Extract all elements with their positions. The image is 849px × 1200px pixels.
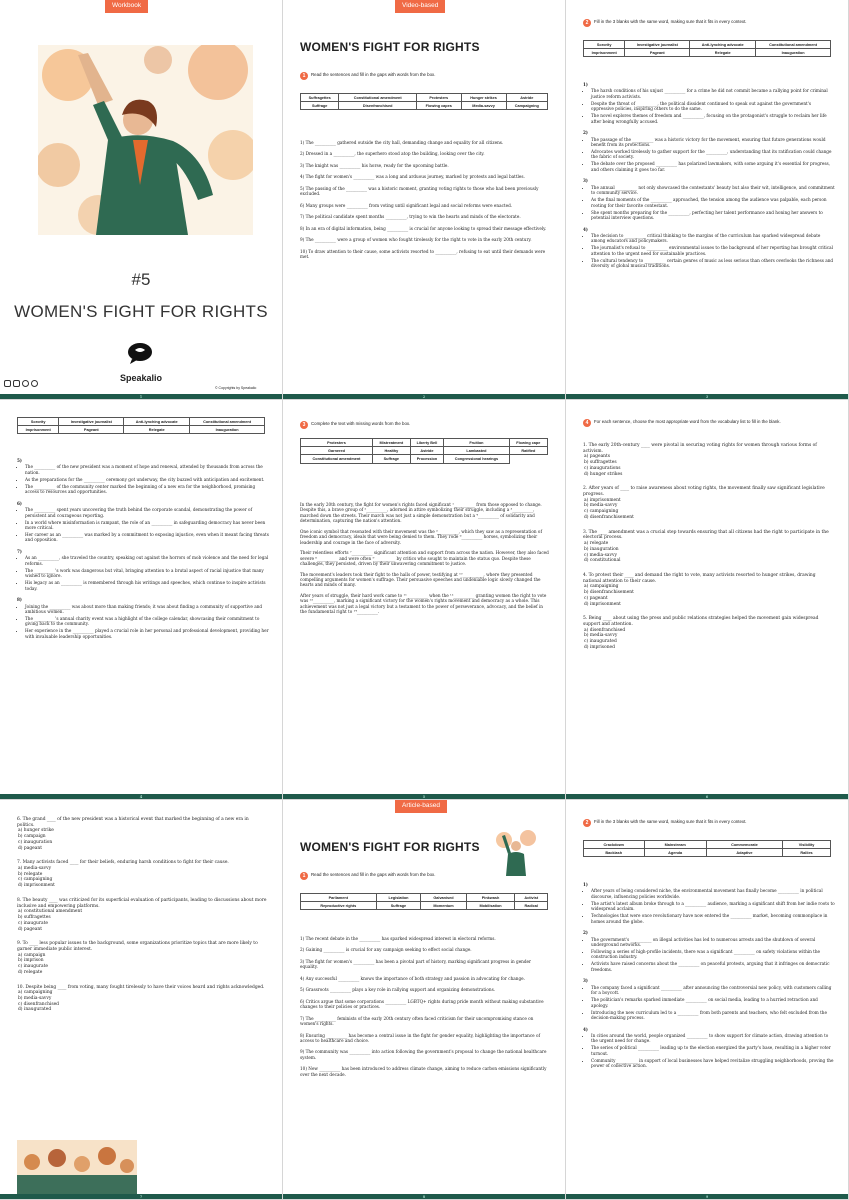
sentence-group — [583, 882, 835, 924]
sentence-item: 5) Grassroots __________ plays a key role in rallying support and organizing demonstrations. — [300, 987, 496, 993]
group-sentences — [583, 185, 835, 221]
question-item — [583, 616, 833, 650]
exercise-number: 3 — [300, 421, 308, 429]
question-text: 10. Despite being ____ from voting, many fought tirelessly to have their voices heard and rights acknowledged. — [17, 984, 265, 990]
word-box-cell: Lambasted — [444, 447, 509, 455]
word-box-cell: Healthy — [373, 447, 411, 455]
question-text: 7. Many activists faced ____ for their beliefs, enduring harsh conditions to fight for their cause. — [17, 860, 229, 866]
answer-option[interactable]: b) disenfranchisement — [584, 590, 634, 596]
word-box-cell: Imprisonment — [584, 49, 625, 57]
page-footer: 8 — [283, 1194, 565, 1199]
word-box-cell: Mainstream — [644, 841, 706, 849]
group-list — [583, 82, 835, 275]
group-number: 3) — [583, 978, 588, 984]
group-sentences — [583, 937, 835, 973]
sentence-item: 9) The community was __________ into action following the government's proposal to change the national healthcare system. — [300, 1049, 547, 1060]
word-box-cell: Constitutional amendment — [339, 94, 417, 102]
group-sentence: • The company faced a significant __________ after announcing the controversial new policy, with customers calling for a boycott. — [591, 985, 835, 996]
question-text: 1. The early 20th-century ____ were pivotal in securing voting rights for women through various forms of activism. — [583, 443, 817, 454]
word-box-cell: Inauguration — [756, 49, 831, 57]
word-box-cell: Astride — [506, 94, 547, 102]
word-box-cell: Procession — [410, 455, 444, 463]
answer-option[interactable]: c) inaugurations — [584, 465, 621, 471]
answer-option[interactable]: d) disenfranchisement — [584, 514, 634, 520]
group-number: 7) — [17, 548, 22, 554]
question-item — [583, 573, 833, 607]
exercise-number: 1 — [300, 72, 308, 80]
page-footer: 1 — [0, 394, 282, 399]
sentence-item: 3) The fight for women's __________ has been a pivotal part of history, marking significant progress in gender equality. — [300, 958, 532, 970]
workbook-number: #5 — [131, 270, 151, 289]
sentence-item: 7) The political candidate spent months __________, trying to win the hearts and minds of the electorate. — [300, 214, 521, 220]
group-sentence: • In a world where misinformation is rampant, the role of an __________ in safeguarding democracy has never been more critical. — [25, 520, 269, 531]
page-footer: 9 — [566, 1194, 848, 1199]
gap-paragraph: The movement's leaders took their fight to the halls of power, testifying at ¹⁰__________, where they presented compelling arguments for women's suffrage. Their persuasive speeches and undeniable logic slowly changed the hearts and minds of many. — [300, 571, 541, 588]
exercise-number: 2 — [583, 819, 591, 827]
word-box-row — [18, 426, 265, 434]
question-text: 4. To protest their ____ and demand the right to vote, many activists resorted to hunger strikes, drawing national attention to their cause. — [583, 572, 816, 584]
question-item — [17, 985, 267, 1014]
group-number: 2) — [583, 130, 588, 136]
page-video-ex3 — [283, 400, 566, 800]
question-text: 3. The ____ amendment was a crucial step towards ensuring that all citizens had the right to participate in the electoral process. — [583, 529, 829, 541]
word-box — [583, 840, 831, 857]
question-item — [17, 817, 267, 851]
word-box-cell: Crackdown — [584, 841, 645, 849]
group-number: 3) — [583, 178, 588, 184]
sentence-group — [17, 597, 269, 639]
sentence-item: 2) Gaining __________ is crucial for any campaign seeking to effect social change. — [300, 947, 472, 953]
answer-option[interactable]: a) campaign — [18, 952, 46, 958]
answer-option[interactable]: a) relegate — [584, 541, 609, 547]
word-box-cell: Mobilisation — [466, 902, 515, 910]
page-title: WOMEN'S FIGHT FOR RIGHTS — [300, 840, 480, 854]
sentence-group — [583, 1027, 835, 1069]
group-list — [17, 458, 269, 645]
word-box-cell: Ratified — [509, 447, 547, 455]
answer-option[interactable]: d) imprisonment — [18, 883, 55, 889]
group-sentence: • The __________ of the community center marked the beginning of a new era for the neighborhood, promising access to resources and opportunities. — [25, 484, 269, 495]
sentence-group — [583, 82, 835, 124]
word-box-row — [301, 439, 548, 447]
word-box-cell: Garnered — [301, 447, 373, 455]
word-box — [583, 40, 831, 57]
group-sentence: • She spent months preparing for the __________, perfecting her talent performance and honing her answers to potential interview questions. — [591, 210, 835, 221]
sentence-group — [17, 549, 269, 591]
group-sentence: • Community __________ in support of local businesses have helped revitalize struggling neighborhoods, proving the power of collective action. — [591, 1058, 835, 1069]
word-box-row — [18, 418, 265, 426]
page-article-ex1 — [283, 800, 566, 1200]
gap-paragraph: After years of struggle, their hard work came to ¹¹__________ when the ¹²__________ granting women the right to vote was ¹³__________, marking a significant victory for the women's rights movement and democracy as a whole. This achievement was not just a legal victory but a testament to the power of perseverance, advocacy, and the belief in the fundamental right to ¹⁴__________. — [300, 592, 547, 615]
word-box — [300, 438, 548, 464]
page-footer: 5 — [283, 794, 565, 799]
word-box-cell: Suffrage — [373, 455, 411, 463]
answer-option[interactable]: a) imprisonment — [584, 497, 621, 503]
word-box-cell: Relegate — [124, 426, 190, 434]
exercise-number: 2 — [583, 19, 591, 27]
sentence-item: 6) Many groups were __________ from voting until significant legal and social reforms were enacted. — [300, 202, 513, 208]
word-box-cell: Anti-lynching advocate — [690, 41, 756, 49]
answer-option[interactable]: a) media-savvy — [18, 866, 52, 872]
word-box-cell: Anti-lynching advocate — [124, 418, 190, 426]
page-footer: 7 — [0, 1194, 282, 1199]
answer-option[interactable]: b) campaign — [18, 834, 46, 840]
sentence-item: 4) The fight for women's __________ was a long and arduous journey, marked by protests and legal battles. — [300, 174, 525, 180]
word-box-cell: Constitutional amendment — [190, 418, 265, 426]
word-box-cell: Activist — [515, 894, 548, 902]
word-box-row — [301, 447, 548, 455]
word-box-cell: Radical — [515, 902, 548, 910]
sentence-group — [583, 178, 835, 220]
group-sentence: • The __________ of the new president was a moment of hope and renewal, attended by thousands from across the nation. — [25, 464, 269, 475]
answer-option[interactable]: b) media-savvy — [584, 633, 618, 639]
group-sentence: • The politician's remarks sparked immediate __________ on social media, leading to a hurried retraction and apology. — [591, 997, 835, 1008]
word-box-cell: Disenfranchised — [339, 102, 417, 110]
gap-paragraph: Their relentless efforts ⁷__________ significant attention and support from across the nation. However, they also faced severe ⁸__________ and were often ⁹__________ by critics who sought to maintain the status quo. Despite these challenges, they persisted, driven by their unwavering commitment to justice. — [300, 550, 549, 567]
word-box-cell: Flowing capes — [417, 102, 462, 110]
page-article-ex2 — [566, 800, 849, 1200]
workbook-tab: Workbook — [105, 0, 148, 13]
word-box-cell: Constitutional amendment — [301, 455, 373, 463]
word-box-cell: Suffrage — [301, 102, 339, 110]
word-box-cell: Agenda — [644, 849, 706, 857]
group-sentence: • Her experience in the __________ played a crucial role in her personal and professional development, providing her with invaluable leadership opportunities. — [25, 628, 269, 639]
group-sentence: • The novel explores themes of freedom and __________, focusing on the protagonist's struggle to reclaim her life after being wrongfully accused. — [591, 113, 835, 124]
sentence-group — [17, 501, 269, 543]
sentence-item: 6) Critics argue that some corporations __________ LGBTQ+ rights during pride month without making substantive changes to their policies or practices. — [300, 998, 544, 1010]
sentence-item: 5) The passing of the __________ was a historic moment, granting voting rights to those who had been previously excluded. — [300, 185, 539, 197]
word-box-cell: Investigative journalist — [625, 41, 690, 49]
answer-option[interactable]: c) media-savvy — [584, 552, 617, 558]
answer-option[interactable]: a) campaigning — [584, 584, 619, 590]
word-box-row — [584, 849, 831, 857]
group-sentence: • The __________'s work was dangerous but vital, bringing attention to a brutal aspect of racial injustice that many wished to ignore. — [25, 568, 269, 579]
word-box-cell: Commemorate — [706, 841, 782, 849]
exercise-instruction: 4 For each sentence, choose the most appropriate word from the vocabulary list to fill in the blank. — [583, 419, 833, 427]
exercise-instruction: 1 Read the sentences and fill in the gaps with words from the box. — [300, 872, 470, 880]
word-box-row — [301, 94, 548, 102]
word-box-cell: Backlash — [584, 849, 645, 857]
word-box-cell: Sorority — [18, 418, 59, 426]
instagram-icon[interactable] — [13, 380, 20, 387]
sentence-group — [583, 130, 835, 172]
exercise-number: 4 — [583, 419, 591, 427]
group-sentences — [583, 1033, 835, 1069]
word-box-row — [301, 455, 548, 463]
word-box-cell: Rallies — [783, 849, 831, 857]
group-sentences — [17, 604, 269, 640]
group-sentence: • Activists have raised concerns about the __________ on peaceful protests, arguing that it infringes on democratic freedoms. — [591, 961, 835, 972]
word-box-cell: Media-savvy — [461, 102, 506, 110]
word-box-cell: Suffrage — [376, 902, 421, 910]
word-box-cell: Legislation — [376, 894, 421, 902]
exercise-instruction: 2 Fill in the 3 blanks with the same word, making sure that it fits in every context. — [583, 819, 838, 827]
word-box-cell: Protesters — [417, 94, 462, 102]
word-box-cell: Inauguration — [190, 426, 265, 434]
group-sentence: • The government's __________ on illegal activities has led to numerous arrests and the shutdown of several underground networks. — [591, 937, 835, 948]
group-sentence: • Following a series of high-profile incidents, there was a significant __________ on safety violations within the construction industry. — [591, 949, 835, 960]
sentence-group — [583, 978, 835, 1020]
question-item — [17, 898, 267, 932]
group-sentence: • His legacy as an __________ is remembered through his writings and speeches, which continue to inspire activists today. — [25, 580, 269, 591]
word-box-cell: Pageant — [59, 426, 124, 434]
word-box-cell: Suffragettes — [301, 94, 339, 102]
group-sentence: • The artist's latest album broke through to a __________ audience, marking a significant shift from her indie roots to widespread acclaim. — [591, 901, 835, 912]
group-number: 1) — [583, 882, 588, 887]
group-sentence: • As the final moments of the __________ approached, the tension among the audience was palpable, each person rooting for their favorite contestant. — [591, 197, 835, 208]
page-footer: 3 — [566, 394, 848, 399]
sentence-item: 7) The __________ feminists of the early 20th century often faced criticism for their uncompromising stance on women's rights. — [300, 1015, 534, 1027]
answer-option[interactable]: c) pageant — [584, 595, 608, 601]
sentence-group — [583, 930, 835, 972]
page-video-ex2b — [0, 400, 283, 800]
group-sentence: • The __________'s annual charity event was a highlight of the college calendar, showcasing their commitment to giving back to the community. — [25, 616, 269, 627]
group-sentence: • Advocates worked tirelessly to gather support for the __________, understanding that its ratification could change the fabric of society. — [591, 149, 835, 160]
group-sentence: • The debate over the proposed __________ has polarized lawmakers, with some arguing it's essential for progress, and others claiming it goes too far. — [591, 161, 835, 172]
group-sentence: • Her career as an __________ was marked by a commitment to exposing injustice, even when it meant facing threats and opposition. — [25, 532, 269, 543]
answer-option[interactable]: a) pageants — [584, 454, 611, 460]
word-box-row — [584, 41, 831, 49]
question-text: 8. The beauty ____ was criticized for its superficial evaluation of participants, leading to discussions about more inclusive and empowering platforms. — [17, 897, 267, 909]
question-text: 9. To ____ less popular issues to the background, some organizations prioritize topics that are more likely to garner immediate public interest. — [17, 941, 258, 952]
question-item — [583, 443, 833, 477]
exercise-instruction: 2 Fill in the 3 blanks with the same word, making sure that it fits in every context. — [583, 19, 838, 27]
question-item — [17, 860, 267, 889]
group-sentence: • Introducing the new curriculum led to a __________ from both parents and teachers, who felt excluded from the decision-making process. — [591, 1010, 835, 1021]
group-sentence: • Technologies that were once revolutionary have now entered the __________ market, becoming commonplace in homes around the globe. — [591, 913, 835, 924]
answer-option[interactable]: d) hunger strikes — [584, 471, 623, 477]
group-number: 4) — [583, 226, 588, 232]
copyright: © Copyrights by Speakalio — [215, 386, 257, 390]
sentence-list — [300, 140, 550, 265]
article-based-tab: Article-based — [395, 800, 447, 813]
group-sentences — [583, 985, 835, 1021]
gap-paragraph: In the early 20th century, the fight for women's rights faced significant ¹__________ from those opposed to change. Despite this, a brave group of ²__________, adorned in attire symbolizing their struggle, including a ³__________, marched down the streets. Their march was not just a simple demonstration but a ⁴__________ of solidarity and determination, capturing the nation's attention. — [300, 502, 542, 524]
answer-option[interactable]: d) imprisonment — [584, 601, 621, 607]
answer-option[interactable]: c) inaugurate — [18, 920, 48, 926]
sentence-item: 8) Ensuring __________ has become a central issue in the fight for gender equality, highlighting the importance of access to healthcare and choice. — [300, 1032, 541, 1043]
group-sentences — [583, 888, 835, 924]
group-sentences — [17, 464, 269, 494]
word-box-cell: Visibility — [783, 841, 831, 849]
group-sentences — [17, 555, 269, 591]
page-footer: 6 — [566, 794, 848, 799]
answer-option[interactable]: c) disenfranchised — [18, 1001, 59, 1007]
page-video-ex4b — [0, 800, 283, 1200]
sentence-item: 1) The __________ gathered outside the city hall, demanding change and equality for all citizens. — [300, 140, 504, 145]
group-number: 8) — [17, 597, 22, 603]
sentence-item: 10) To draw attention to their cause, some activists resorted to __________, refusing to eat until their demands were met. — [300, 248, 546, 259]
word-box-row — [301, 902, 548, 910]
group-sentence: • After years of being considered niche, the environmental movement has finally become __________ in political discourse, influencing policies worldwide. — [591, 888, 835, 899]
word-box-cell: Adaptive — [706, 849, 782, 857]
word-box-cell: Momentum — [421, 902, 466, 910]
cover-page — [0, 0, 283, 400]
group-sentences — [583, 88, 835, 124]
answer-option[interactable]: d) inaugurated — [18, 1007, 52, 1013]
word-box-cell: Flowing cape — [509, 439, 547, 447]
group-sentence: • The decision to __________ critical thinking to the margins of the curriculum has sparked widespread debate among educators and policymakers. — [591, 233, 835, 244]
group-sentence: • The __________ spent years uncovering the truth behind the corporate scandal, demonstrating the power of persistent and courageous reporting. — [25, 507, 269, 518]
word-box-cell: Fruition — [444, 439, 509, 447]
word-box-cell: Liberty Bell — [410, 439, 444, 447]
page-video-ex2a — [566, 0, 849, 400]
answer-option[interactable]: c) inaugurated — [584, 639, 617, 645]
answer-option[interactable]: a) constitutional amendment — [18, 909, 83, 915]
answer-option[interactable]: b) suffragettes — [18, 915, 51, 921]
word-box-cell: Sorority — [584, 41, 625, 49]
answer-option[interactable]: b) suffragettes — [584, 460, 617, 466]
word-box-cell: Pageant — [625, 49, 690, 57]
question-list — [17, 817, 267, 1022]
group-number: 1) — [583, 82, 588, 87]
group-sentence: • The harsh conditions of his unjust __________ for a crime he did not commit became a rallying point for criminal justice reform activists. — [591, 88, 835, 99]
word-box — [300, 893, 548, 910]
facebook-icon[interactable] — [22, 380, 29, 387]
sentence-group — [17, 458, 269, 495]
group-sentences — [17, 507, 269, 543]
sentence-item: 10) New __________ has been introduced to address climate change, aiming to reduce carbon emissions significantly over the next decade. — [300, 1066, 547, 1077]
word-box-cell: Pinkwash — [466, 894, 515, 902]
answer-option[interactable]: a) campaigning — [18, 990, 53, 996]
sentence-item: 4) Any successful __________ knows the importance of both strategy and passion in advocating for change. — [300, 975, 525, 981]
brand-name: Speakalio — [119, 373, 163, 383]
group-sentence: • The passage of the __________ was a historic victory for the movement, ensuring that future generations would benefit from its protections. — [591, 137, 835, 148]
group-sentence: • Despite the threat of __________, the political dissident continued to speak out against the government's oppressive policies, inspiring others to do the same. — [591, 101, 835, 112]
answer-option[interactable]: d) relegate — [18, 969, 43, 975]
crowd-illustration — [17, 1140, 137, 1195]
answer-option[interactable]: d) constitutional — [584, 558, 621, 564]
question-text: 2. After years of ____ to raise awareness about voting rights, the movement finally saw significant legislative progress. — [583, 486, 825, 498]
word-box-cell: Astride — [410, 447, 444, 455]
group-number: 5) — [17, 458, 22, 463]
answer-option[interactable]: a) hunger strike — [18, 828, 54, 834]
word-box — [17, 417, 265, 434]
answer-option[interactable]: b) inauguration — [584, 546, 619, 552]
word-box-cell: Hunger strikes — [461, 94, 506, 102]
group-sentences — [583, 233, 835, 269]
answer-option[interactable]: b) media-savvy — [18, 995, 52, 1001]
gap-paragraph: One iconic symbol that resonated with their movement was the ⁵__________, which they saw as a representation of freedom and democracy, ideals that were being denied to them. They rode ⁶__________ horses, symbolizing their leadership and courage in the face of adversity. — [300, 528, 543, 545]
answer-option[interactable]: a) disenfranchised — [584, 627, 626, 633]
speakalio-logo — [126, 342, 154, 364]
question-item — [17, 941, 267, 975]
word-box-cell: Relegate — [690, 49, 756, 57]
sentence-item: 1) The recent debate in the __________ has sparked widespread interest in electoral reforms. — [300, 936, 496, 941]
group-sentence: • As the preparations for the __________ ceremony got underway, the city buzzed with anticipation and excitement. — [25, 477, 269, 482]
group-number: 4) — [583, 1026, 588, 1032]
question-item — [583, 486, 833, 520]
group-sentence: • Joining the __________ was about more than making friends; it was about finding a community of supportive and ambitious women. — [25, 604, 269, 615]
group-sentence: • As an __________, she traveled the country, speaking out against the horrors of mob violence and the need for legal reforms. — [25, 555, 269, 566]
answer-option[interactable]: c) inauguration — [18, 839, 53, 845]
answer-option[interactable]: b) imprison — [18, 958, 44, 964]
group-number: 6) — [17, 500, 22, 506]
page-footer: 2 — [283, 394, 565, 399]
youtube-icon[interactable] — [4, 380, 11, 387]
hero-illustration — [38, 45, 253, 235]
question-text: 6. The grand ____ of the new president was a historical event that marked the beginning of a new era in politics. — [17, 817, 249, 828]
word-box-cell: Reproductive rights — [301, 902, 377, 910]
page-video-ex1 — [283, 0, 566, 400]
video-based-tab: Video-based — [395, 0, 445, 13]
exercise-number: 1 — [300, 872, 308, 880]
word-box — [300, 93, 548, 110]
word-box-cell: Constitutional amendment — [756, 41, 831, 49]
word-box-row — [301, 102, 548, 110]
exercise-instruction: 3 Complete the text with missing words from the box. — [300, 421, 550, 429]
word-box-row — [584, 49, 831, 57]
group-list — [583, 882, 835, 1075]
word-box-cell: Galvanised — [421, 894, 466, 902]
group-sentences — [583, 137, 835, 173]
answer-option[interactable]: c) campaigning — [584, 509, 619, 515]
question-item — [583, 530, 833, 564]
answer-option[interactable]: b) media-savvy — [584, 503, 618, 509]
group-sentence: • The journalist's refusal to __________ environmental issues to the background of her reporting has brought critical attention to the urgent need for sustainable practices. — [591, 245, 835, 256]
tiktok-icon[interactable] — [31, 380, 38, 387]
group-sentence: • The cultural tendency to __________ certain genres of music as less serious than others overlooks the richness and diversity of global musical traditions. — [591, 258, 835, 269]
gap-text — [300, 502, 550, 620]
word-box-cell: Mistreatment — [373, 439, 411, 447]
hero-mini-illustration — [496, 828, 536, 876]
word-box-cell: Parliament — [301, 894, 377, 902]
answer-option[interactable]: d) imprisoned — [584, 644, 615, 650]
answer-option[interactable]: b) relegate — [18, 871, 43, 877]
group-sentence: • In cities around the world, people organized __________ to show support for climate action, drawing attention to the urgent need for change. — [591, 1033, 835, 1044]
exercise-instruction: 1 Read the sentences and fill in the gaps with words from the box. — [300, 72, 470, 80]
answer-option[interactable]: d) pageant — [18, 926, 42, 932]
page-title: WOMEN'S FIGHT FOR RIGHTS — [300, 40, 480, 54]
sentence-item: 3) The knight was __________ his horse, ready for the upcoming battle. — [300, 162, 449, 168]
word-box-cell: Protesters — [301, 439, 373, 447]
sentence-list — [300, 936, 550, 1083]
word-box-cell: Congressional hearings — [444, 455, 509, 463]
workbook-title: WOMEN'S FIGHT FOR RIGHTS — [14, 302, 268, 321]
answer-option[interactable]: c) inaugurate — [18, 964, 48, 970]
sentence-item: 8) In an era of digital information, being __________ is crucial for anyone looking to spread their message effectively. — [300, 225, 547, 231]
word-box-cell: Imprisonment — [18, 426, 59, 434]
word-box-cell: Campaigning — [506, 102, 547, 110]
sentence-item: 9) The __________ were a group of women who fought tirelessly for the right to vote in the early 20th century. — [300, 237, 532, 243]
word-box-row — [584, 841, 831, 849]
sentence-item: 2) Dressed in a __________, the superhero stood atop the building, looking over the city. — [300, 151, 485, 157]
word-box-cell: Investigative journalist — [59, 418, 124, 426]
page-video-ex4a — [566, 400, 849, 800]
question-text: 5. Being ____ about using the press and public relations strategies helped the movement gain widespread support and attention. — [583, 616, 819, 627]
group-sentence: • The annual __________ not only showcased the contestants' beauty but also their wit, intelligence, and commitment to community service. — [591, 185, 835, 196]
page-footer: 4 — [0, 794, 282, 799]
sentence-group — [583, 227, 835, 269]
question-list — [583, 443, 833, 660]
word-box-row — [301, 894, 548, 902]
answer-option[interactable]: d) pageant — [18, 845, 42, 851]
social-icons — [4, 380, 38, 387]
answer-option[interactable]: c) campaigning — [18, 877, 53, 883]
group-sentence: • The series of political __________ leading up to the election energized the party's base, resulting in a higher voter turnout. — [591, 1045, 835, 1056]
group-number: 2) — [583, 930, 588, 936]
